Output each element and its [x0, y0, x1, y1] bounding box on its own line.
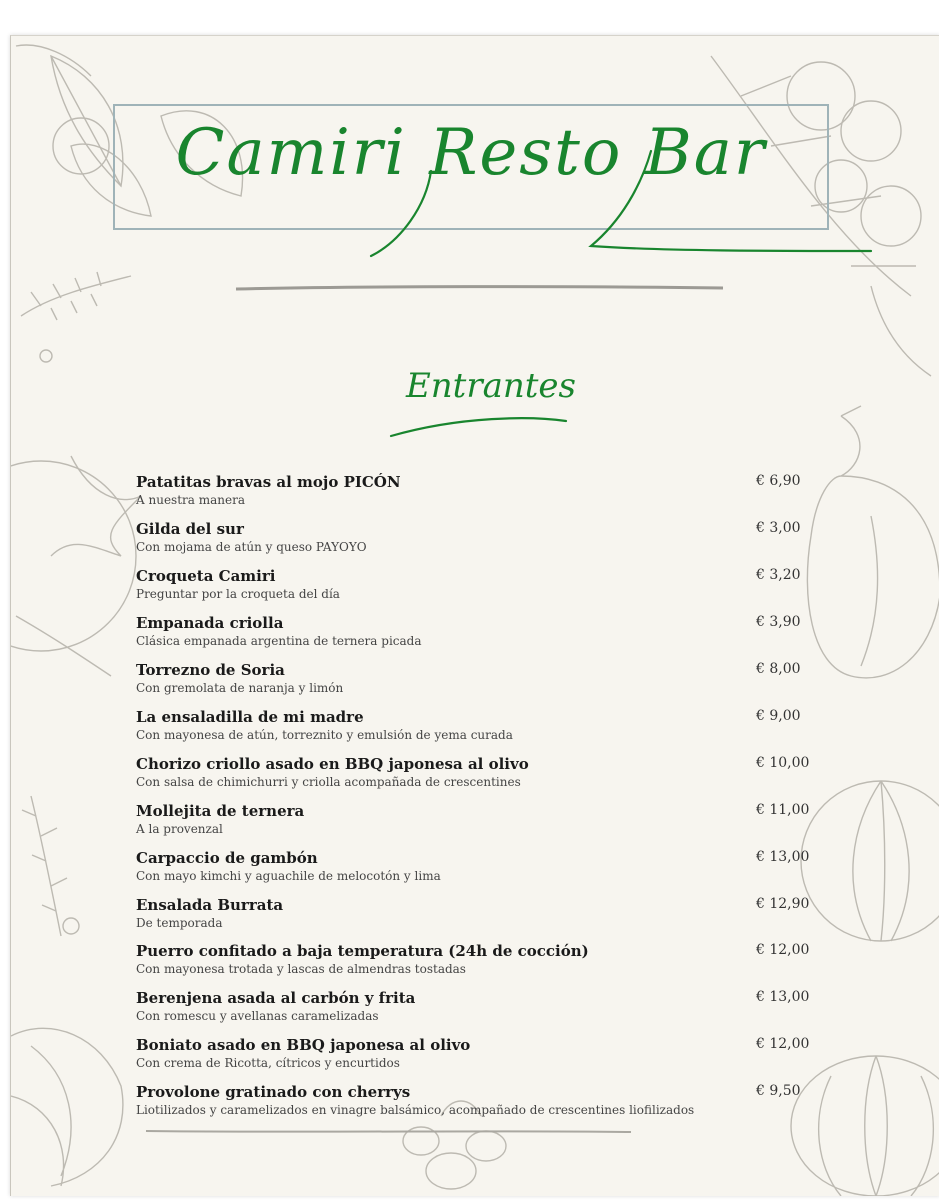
menu-item — [136, 661, 816, 707]
item-price: € 8,00 — [756, 661, 801, 677]
menu-item — [136, 567, 816, 613]
item-price: € 12,00 — [756, 942, 810, 958]
menu-item — [136, 520, 816, 566]
item-description: Liotilizados y caramelizados en vinagre balsámico, acompañado de crescentines liofilizados — [136, 1103, 695, 1117]
item-description: Con salsa de chimichurri y criolla acompañada de crescentines — [136, 775, 521, 789]
item-price: € 13,00 — [756, 989, 810, 1005]
item-description: Preguntar por la croqueta del día — [136, 587, 340, 601]
item-description: Con mayonesa de atún, torreznito y emulsión de yema curada — [136, 728, 513, 742]
item-name: Croqueta Camiri — [136, 567, 276, 585]
item-description: Con mayonesa trotada y lascas de almendras tostadas — [136, 962, 466, 976]
menu-item — [136, 708, 816, 754]
item-price: € 12,90 — [756, 896, 810, 912]
item-name: Puerro confitado a baja temperatura (24h de cocción) — [136, 942, 589, 960]
restaurant-title: Camiri Resto Bar — [175, 116, 767, 190]
item-description: Con mojama de atún y queso PAYOYO — [136, 540, 367, 554]
item-price: € 9,50 — [756, 1083, 801, 1099]
item-description: Con gremolata de naranja y limón — [136, 681, 344, 695]
menu-item — [136, 942, 816, 988]
section-heading: Entrantes — [405, 366, 577, 406]
item-name: Gilda del sur — [136, 520, 244, 538]
item-description: De temporada — [136, 916, 223, 930]
menu-item — [136, 849, 816, 895]
item-description: Con romescu y avellanas caramelizadas — [136, 1009, 379, 1023]
menu-item — [136, 1036, 816, 1082]
item-name: Empanada criolla — [136, 614, 284, 632]
item-description: Clásica empanada argentina de ternera picada — [136, 634, 422, 648]
item-name: Chorizo criollo asado en BBQ japonesa al olivo — [136, 755, 529, 773]
item-name: Berenjena asada al carbón y frita — [136, 989, 416, 1007]
item-price: € 13,00 — [756, 849, 810, 865]
item-name: Boniato asado en BBQ japonesa al olivo — [136, 1036, 471, 1054]
menu-item — [136, 614, 816, 660]
item-name: Provolone gratinado con cherrys — [136, 1083, 411, 1101]
item-name: Patatitas bravas al mojo PICÓN — [136, 473, 401, 491]
item-description: A la provenzal — [136, 822, 223, 836]
menu-item — [136, 802, 816, 848]
item-description: Con crema de Ricotta, cítricos y encurtidos — [136, 1056, 400, 1070]
item-name: Ensalada Burrata — [136, 896, 284, 914]
menu-item — [136, 755, 816, 801]
item-name: Mollejita de ternera — [136, 802, 305, 820]
menu-item — [136, 896, 816, 942]
menu-item — [136, 989, 816, 1035]
item-name: La ensaladilla de mi madre — [136, 708, 364, 726]
item-description: A nuestra manera — [136, 493, 245, 507]
item-description: Con mayo kimchi y aguachile de melocotón y lima — [136, 869, 441, 883]
item-price: € 6,90 — [756, 473, 801, 489]
item-price: € 11,00 — [756, 802, 810, 818]
item-price: € 12,00 — [756, 1036, 810, 1052]
item-price: € 9,00 — [756, 708, 801, 724]
item-price: € 3,00 — [756, 520, 801, 536]
menu-page — [10, 35, 939, 1196]
menu-item — [136, 473, 816, 519]
item-name: Torrezno de Soria — [136, 661, 285, 679]
item-price: € 10,00 — [756, 755, 810, 771]
item-name: Carpaccio de gambón — [136, 849, 318, 867]
menu-item — [136, 1083, 816, 1129]
item-price: € 3,90 — [756, 614, 801, 630]
item-price: € 3,20 — [756, 567, 801, 583]
